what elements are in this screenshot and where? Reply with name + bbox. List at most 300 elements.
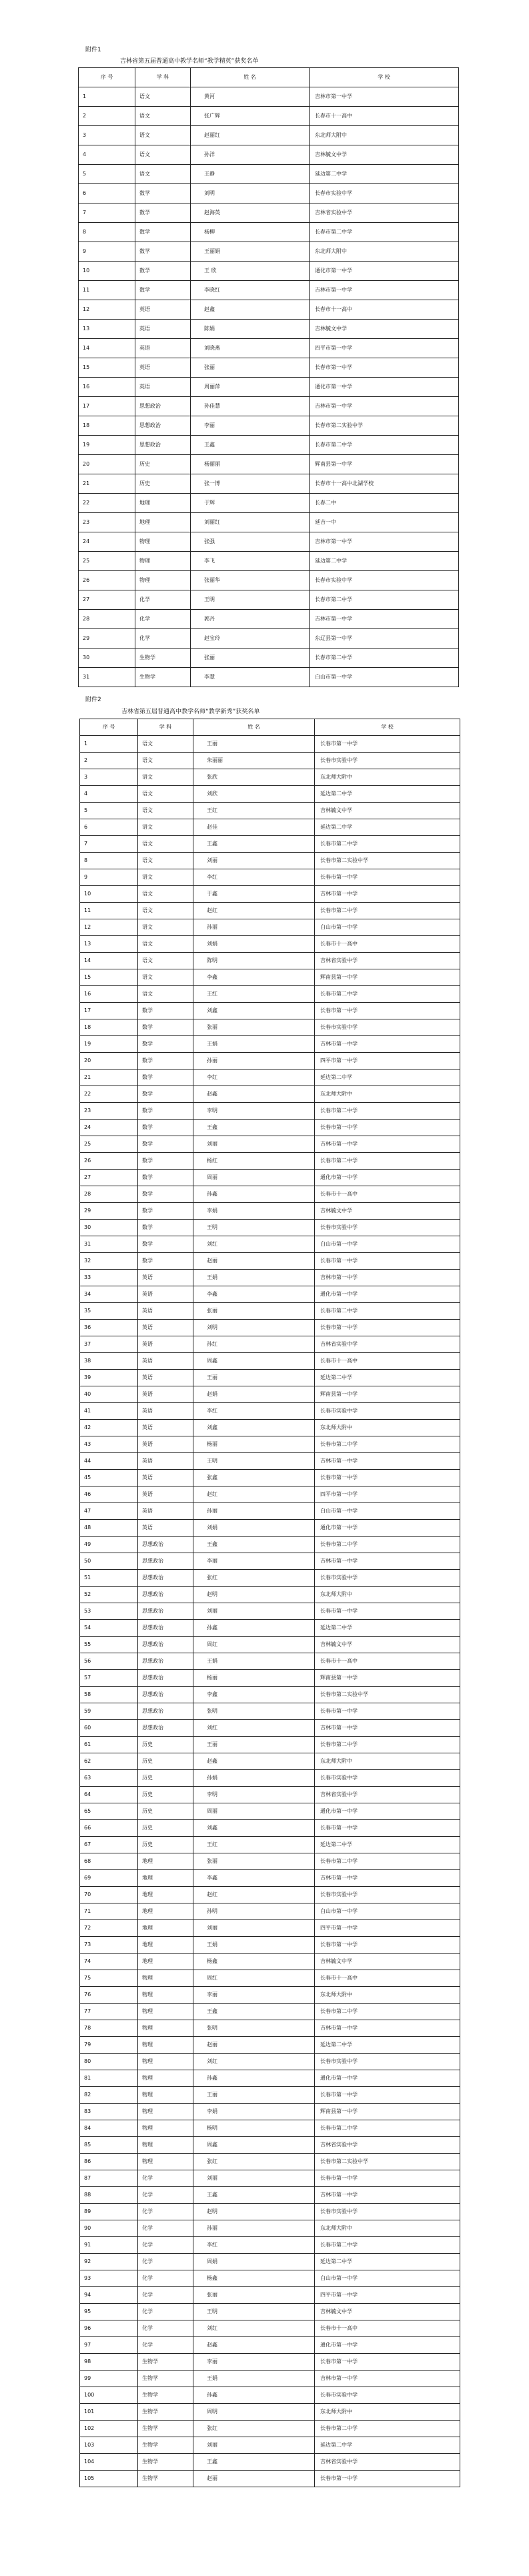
col-school-cell: 长春市第二中学: [315, 1537, 460, 1553]
col-subject-cell: 语文: [138, 919, 193, 936]
col-seq-cell: 104: [80, 2454, 138, 2471]
col-school-cell: 长春市第一中学: [315, 869, 460, 886]
col-subject-cell: 化学: [135, 590, 191, 610]
col-seq-cell: 99: [80, 2371, 138, 2387]
col-school-cell: 四平市第一中学: [315, 1053, 460, 1069]
col-name-cell: 孙丽: [193, 2220, 315, 2237]
table-row: [80, 1336, 460, 1353]
col-seq-cell: 35: [80, 1303, 138, 1320]
col-school-cell: 延边第二中学: [310, 552, 459, 571]
col-school-cell: 长春市实验中学: [315, 2204, 460, 2220]
col-subject-cell: 语文: [138, 836, 193, 853]
col-subject-cell: 生物学: [138, 2404, 193, 2421]
table-row: [80, 2471, 460, 2487]
table-row: [80, 2070, 460, 2087]
col-school-cell: 四平市第一中学: [315, 1486, 460, 1503]
table-row: [79, 378, 459, 397]
table-row: [80, 936, 460, 953]
col-seq-cell: 47: [80, 1503, 138, 1520]
col-seq-cell: 3: [80, 769, 138, 786]
col-subject-cell: 英语: [138, 1336, 193, 1353]
col-seq-cell: 28: [80, 1186, 138, 1203]
col-seq-cell: 14: [80, 953, 138, 969]
table-row: [79, 107, 459, 126]
table-row: [79, 87, 459, 107]
col-subject-cell: 思想政治: [138, 1553, 193, 1570]
table-row: [80, 1253, 460, 1270]
table-row: [80, 1303, 460, 1320]
table-row: [80, 1987, 460, 2004]
col-name-cell: 周丽: [193, 1803, 315, 1820]
col-seq-cell: 17: [79, 397, 135, 416]
table-row: [80, 1003, 460, 1019]
col-school-cell: 四平市第一中学: [315, 1920, 460, 1937]
col-subject-cell: 生物学: [138, 2354, 193, 2371]
table-row: [80, 1386, 460, 1403]
col-subject-cell: 英语: [138, 1420, 193, 1436]
col-name-cell: 李红: [193, 1069, 315, 1086]
col-seq-cell: 23: [80, 1103, 138, 1120]
table-row: [80, 2337, 460, 2354]
col-seq-cell: 1: [79, 87, 135, 107]
table-row: [80, 1486, 460, 1503]
col-name-cell: 赵丽: [193, 2471, 315, 2487]
col-school-cell: 长春市第一中学: [315, 2087, 460, 2104]
col-school-cell: 长春市第一中学: [315, 2354, 460, 2371]
col-subject-cell: 语文: [138, 853, 193, 869]
col-school-cell: 长春市十一高中: [315, 1186, 460, 1203]
col-subject-cell: 语文: [138, 969, 193, 986]
col-name-cell: 王明: [193, 1453, 315, 1470]
col-name-cell: 王鑫: [193, 836, 315, 853]
col-subject-cell: 数学: [138, 1003, 193, 1019]
table-row: [80, 1120, 460, 1136]
col-name-cell: 王娟: [193, 1653, 315, 1670]
col-school-cell: 白山市第一中学: [310, 668, 459, 687]
col-seq-cell: 23: [79, 513, 135, 532]
col-school-cell: 长春市十一高中: [315, 936, 460, 953]
col-school-cell: 通化市第一中学: [310, 262, 459, 281]
col-school-cell: 吉林市第一中学: [315, 886, 460, 903]
col-seq-cell: 30: [80, 1220, 138, 1236]
col-seq-cell: 4: [80, 786, 138, 803]
col-school-cell: 东北师大附中: [315, 2404, 460, 2421]
col-name-cell: 王丽: [193, 1737, 315, 1753]
col-school-cell: 延边第二中学: [315, 1069, 460, 1086]
col-subject-cell: 物理: [135, 532, 191, 552]
col-seq-cell: 20: [80, 1053, 138, 1069]
col-seq-cell: 51: [80, 1570, 138, 1587]
table-row: [80, 2054, 460, 2070]
col-school-cell: 长春市第二实验中学: [315, 1687, 460, 1703]
col-name-cell: 王娟: [193, 2371, 315, 2387]
col-name-cell: 张红: [193, 2154, 315, 2170]
col-school-cell: 吉林市第一中学: [315, 1036, 460, 1053]
col-name-cell: 张丽: [193, 1019, 315, 1036]
col-name-cell: 孙娟: [193, 1770, 315, 1787]
col-school-cell: 长春市十一高中: [315, 1653, 460, 1670]
col-name-cell: 刘明: [193, 1320, 315, 1336]
col-school-cell: 长春市第一中学: [315, 1470, 460, 1486]
col-subject-cell: 英语: [138, 1520, 193, 1537]
table-row: [80, 1019, 460, 1036]
col-name-cell: 周红: [193, 1970, 315, 1987]
col-name-cell: 张丽: [193, 1853, 315, 1870]
col-school-cell: 吉林市第一中学: [315, 2371, 460, 2387]
col-subject-cell: 数学: [138, 1086, 193, 1103]
col-subject-cell: 英语: [138, 1453, 193, 1470]
col-name-cell: 李明: [193, 1787, 315, 1803]
col-school-cell: 吉林市第一中学: [315, 1136, 460, 1153]
col-name-cell: 周红: [193, 1637, 315, 1653]
col-name-header: 姓 名: [193, 719, 315, 736]
col-subject-cell: 生物学: [138, 2454, 193, 2471]
col-seq-cell: 12: [79, 300, 135, 320]
col-school-cell: 东北师大附中: [310, 242, 459, 262]
col-seq-cell: 11: [80, 903, 138, 919]
col-seq-cell: 59: [80, 1703, 138, 1720]
table-row: [80, 2387, 460, 2404]
col-school-header: 学 校: [315, 719, 460, 736]
col-school-cell: 长春市第二中学: [315, 2237, 460, 2254]
col-school-cell: 长春市实验中学: [315, 1570, 460, 1587]
col-subject-cell: 思想政治: [138, 1587, 193, 1603]
table-row: [80, 819, 460, 836]
col-seq-cell: 45: [80, 1470, 138, 1486]
col-school-cell: 辉南县第一中学: [315, 2104, 460, 2120]
table-row: [80, 1086, 460, 1103]
table-row: [79, 610, 459, 629]
table-row: [80, 1203, 460, 1220]
table-row: [80, 2037, 460, 2054]
col-seq-cell: 26: [80, 1153, 138, 1170]
table-row: [80, 1069, 460, 1086]
table-row: [79, 203, 459, 223]
table-row: [79, 165, 459, 184]
table-row: [80, 1236, 460, 1253]
col-school-header: 学 校: [310, 68, 459, 87]
col-name-cell: 王丽: [193, 1370, 315, 1386]
col-school-cell: 长春市第二实验中学: [315, 853, 460, 869]
col-seq-cell: 19: [80, 1036, 138, 1053]
col-seq-cell: 36: [80, 1320, 138, 1336]
col-subject-cell: 英语: [138, 1486, 193, 1503]
table-row: [80, 886, 460, 903]
table-row: [79, 455, 459, 474]
table-row: [79, 474, 459, 494]
col-name-cell: 王红: [193, 986, 315, 1003]
col-seq-cell: 15: [80, 969, 138, 986]
col-name-cell: 赵红: [193, 1486, 315, 1503]
col-name-cell: 刘丽: [193, 2437, 315, 2454]
col-seq-cell: 2: [80, 753, 138, 769]
col-school-cell: 白山市第一中学: [315, 1503, 460, 1520]
table-row: [80, 1920, 460, 1937]
col-name-cell: 李丽: [193, 1553, 315, 1570]
col-subject-cell: 英语: [138, 1303, 193, 1320]
col-name-cell: 孙明: [193, 1903, 315, 1920]
col-name-cell: 赵娟: [193, 1386, 315, 1403]
col-subject-cell: 数学: [138, 1103, 193, 1120]
table-row: [80, 2020, 460, 2037]
col-subject-cell: 物理: [138, 2104, 193, 2120]
col-seq-cell: 103: [80, 2437, 138, 2454]
col-school-cell: 长春市第二中学: [315, 1737, 460, 1753]
col-school-cell: 长春市第一中学: [315, 1253, 460, 1270]
col-school-cell: 长春市第二中学: [310, 590, 459, 610]
col-subject-cell: 语文: [138, 769, 193, 786]
col-seq-cell: 85: [80, 2137, 138, 2154]
col-name-cell: 孙佳慧: [191, 397, 310, 416]
col-seq-cell: 13: [79, 320, 135, 339]
col-school-cell: 东辽县第一中学: [310, 629, 459, 649]
col-school-cell: 通化市第一中学: [310, 378, 459, 397]
col-school-cell: 长春市第一中学: [315, 2471, 460, 2487]
col-subject-cell: 数学: [138, 1069, 193, 1086]
col-seq-cell: 73: [80, 1937, 138, 1954]
col-name-cell: 李鑫: [193, 969, 315, 986]
table-row: [79, 649, 459, 668]
table-row: [80, 1170, 460, 1186]
col-subject-cell: 生物学: [138, 2371, 193, 2387]
col-subject-cell: 生物学: [138, 2421, 193, 2437]
col-subject-cell: 思想政治: [138, 1653, 193, 1670]
col-name-cell: 张丽: [191, 358, 310, 378]
col-name-cell: 李娟: [193, 1203, 315, 1220]
col-school-cell: 东北师大附中: [315, 1420, 460, 1436]
col-seq-cell: 48: [80, 1520, 138, 1537]
col-seq-cell: 94: [80, 2287, 138, 2304]
col-name-cell: 张广辉: [191, 107, 310, 126]
col-name-cell: 赵宝玲: [191, 629, 310, 649]
table-row: [80, 1136, 460, 1153]
col-name-cell: 刘红: [193, 1720, 315, 1737]
col-subject-cell: 英语: [138, 1386, 193, 1403]
col-name-cell: 王丽娟: [191, 242, 310, 262]
col-school-cell: 白山市第一中学: [315, 919, 460, 936]
col-name-cell: 于鑫: [193, 886, 315, 903]
col-seq-cell: 44: [80, 1453, 138, 1470]
col-school-cell: 长春市第二中学: [315, 1153, 460, 1170]
col-seq-cell: 22: [80, 1086, 138, 1103]
col-name-cell: 王鑫: [193, 1120, 315, 1136]
table-row: [80, 986, 460, 1003]
table-row: [80, 736, 460, 753]
table-row: [79, 552, 459, 571]
col-subject-cell: 数学: [138, 1136, 193, 1153]
col-seq-cell: 66: [80, 1820, 138, 1837]
col-name-cell: 陈明: [193, 953, 315, 969]
col-seq-header: 序 号: [80, 719, 138, 736]
col-subject-cell: 物理: [138, 2120, 193, 2137]
table-row: [80, 1720, 460, 1737]
table-row: [79, 281, 459, 300]
table-row: [79, 320, 459, 339]
col-seq-cell: 84: [80, 2120, 138, 2137]
table-row: [80, 803, 460, 819]
col-name-cell: 郭丹: [191, 610, 310, 629]
col-school-cell: 长春市第一中学: [315, 1320, 460, 1336]
col-subject-cell: 化学: [138, 2187, 193, 2204]
col-name-cell: 刘鑫: [193, 1820, 315, 1837]
col-name-cell: 刘丽: [193, 1603, 315, 1620]
col-name-cell: 王丽: [193, 736, 315, 753]
col-school-cell: 吉林省实验中学: [315, 953, 460, 969]
table-row: [80, 1420, 460, 1436]
col-subject-cell: 历史: [138, 1737, 193, 1753]
col-seq-cell: 7: [79, 203, 135, 223]
col-subject-cell: 语文: [135, 165, 191, 184]
col-name-cell: 李红: [193, 2237, 315, 2254]
table-row: [80, 903, 460, 919]
col-subject-cell: 地理: [135, 494, 191, 513]
col-subject-cell: 英语: [138, 1436, 193, 1453]
col-seq-cell: 90: [80, 2220, 138, 2237]
col-seq-cell: 62: [80, 1753, 138, 1770]
table-row: [79, 262, 459, 281]
col-name-cell: 张丽: [193, 1303, 315, 1320]
col-name-cell: 赵红: [193, 1887, 315, 1903]
col-subject-cell: 地理: [138, 1954, 193, 1970]
col-seq-cell: 6: [80, 819, 138, 836]
col-seq-cell: 71: [80, 1903, 138, 1920]
col-name-cell: 王明: [193, 1220, 315, 1236]
table-row: [80, 2454, 460, 2471]
col-subject-cell: 语文: [138, 819, 193, 836]
col-school-cell: 通化市第一中学: [315, 1803, 460, 1820]
col-school-cell: 吉林毓文中学: [310, 320, 459, 339]
col-subject-cell: 语文: [138, 736, 193, 753]
col-school-cell: 长春市第一中学: [315, 1603, 460, 1620]
table-row: [79, 145, 459, 165]
col-subject-cell: 历史: [138, 1787, 193, 1803]
col-seq-cell: 24: [80, 1120, 138, 1136]
col-subject-cell: 数学: [135, 203, 191, 223]
col-seq-cell: 27: [79, 590, 135, 610]
col-subject-cell: 语文: [135, 107, 191, 126]
col-school-cell: 长春市实验中学: [315, 1887, 460, 1903]
table-row: [80, 1220, 460, 1236]
col-school-cell: 四平市第一中学: [310, 339, 459, 358]
col-subject-cell: 语文: [138, 903, 193, 919]
col-subject-cell: 地理: [138, 1870, 193, 1887]
table-row: [79, 513, 459, 532]
table-row: [80, 1653, 460, 1670]
col-subject-cell: 历史: [138, 1803, 193, 1820]
col-seq-cell: 70: [80, 1887, 138, 1903]
col-subject-cell: 思想政治: [138, 1703, 193, 1720]
col-name-cell: 李丽: [193, 1987, 315, 2004]
col-subject-cell: 语文: [138, 753, 193, 769]
col-seq-cell: 43: [80, 1436, 138, 1453]
table-row: [80, 1703, 460, 1720]
table-row: [80, 2354, 460, 2371]
col-name-cell: 赵佳: [193, 819, 315, 836]
col-name-cell: 张红: [193, 1570, 315, 1587]
col-subject-cell: 化学: [138, 2254, 193, 2270]
col-school-cell: 延吉一中: [310, 513, 459, 532]
col-seq-cell: 37: [80, 1336, 138, 1353]
col-subject-cell: 化学: [138, 2304, 193, 2320]
col-name-header: 姓 名: [191, 68, 310, 87]
col-seq-cell: 1: [80, 736, 138, 753]
table-row: [80, 836, 460, 853]
col-school-cell: 通化市第一中学: [315, 1170, 460, 1186]
col-subject-cell: 语文: [138, 869, 193, 886]
col-school-cell: 东北师大附中: [315, 1753, 460, 1770]
col-school-cell: 长春市第二实验中学: [315, 2154, 460, 2170]
col-seq-cell: 21: [80, 1069, 138, 1086]
col-seq-cell: 60: [80, 1720, 138, 1737]
col-subject-cell: 地理: [138, 1903, 193, 1920]
col-subject-cell: 数学: [138, 1120, 193, 1136]
col-seq-cell: 34: [80, 1286, 138, 1303]
col-subject-cell: 地理: [138, 1887, 193, 1903]
col-seq-cell: 5: [79, 165, 135, 184]
col-school-cell: 长春市第二中学: [315, 1436, 460, 1453]
col-seq-cell: 87: [80, 2170, 138, 2187]
col-name-cell: 李慧: [191, 668, 310, 687]
col-name-cell: 孙丽: [193, 1053, 315, 1069]
col-school-cell: 辉南县第一中学: [315, 1670, 460, 1687]
col-subject-cell: 历史: [135, 455, 191, 474]
col-subject-cell: 语文: [135, 145, 191, 165]
col-name-cell: 李飞: [191, 552, 310, 571]
col-name-cell: 王娟: [193, 1036, 315, 1053]
col-school-cell: 长春市第二中学: [315, 1853, 460, 1870]
col-school-cell: 长春市第二中学: [315, 986, 460, 1003]
col-seq-cell: 96: [80, 2320, 138, 2337]
table-row: [80, 1036, 460, 1053]
col-school-cell: 长春市第一中学: [315, 736, 460, 753]
col-seq-cell: 10: [79, 262, 135, 281]
col-name-cell: 张丽: [191, 649, 310, 668]
col-seq-cell: 8: [80, 853, 138, 869]
table-row: [80, 1620, 460, 1637]
col-seq-cell: 55: [80, 1637, 138, 1653]
col-school-cell: 延边第二中学: [315, 2437, 460, 2454]
col-name-cell: 赵鑫: [193, 2337, 315, 2354]
col-seq-cell: 86: [80, 2154, 138, 2170]
col-school-cell: 四平市第一中学: [315, 2287, 460, 2304]
col-name-cell: 李明: [193, 1103, 315, 1120]
col-name-cell: 张鑫: [193, 1470, 315, 1486]
table-row: [79, 242, 459, 262]
table-row: [80, 2120, 460, 2137]
col-name-cell: 孙鑫: [193, 2070, 315, 2087]
col-name-cell: 张明: [193, 2020, 315, 2037]
col-subject-cell: 英语: [135, 378, 191, 397]
table-row: [80, 1153, 460, 1170]
col-name-cell: 赵鑫: [191, 300, 310, 320]
col-name-cell: 赵海英: [191, 203, 310, 223]
col-name-cell: 周鑫: [193, 1353, 315, 1370]
col-school-cell: 延边第二中学: [315, 2037, 460, 2054]
col-subject-cell: 英语: [138, 1320, 193, 1336]
table-row: [79, 629, 459, 649]
col-seq-cell: 42: [80, 1420, 138, 1436]
col-subject-cell: 数学: [138, 1253, 193, 1270]
col-name-cell: 刘丽: [193, 853, 315, 869]
col-school-cell: 辉南县第一中学: [315, 1386, 460, 1403]
col-subject-cell: 历史: [138, 1820, 193, 1837]
table-row: [80, 2421, 460, 2437]
col-subject-cell: 化学: [138, 2270, 193, 2287]
col-name-cell: 孙鑫: [193, 1620, 315, 1637]
col-school-cell: 东北师大附中: [315, 1987, 460, 2004]
col-subject-cell: 英语: [135, 339, 191, 358]
col-school-cell: 吉林省实验中学: [315, 1336, 460, 1353]
